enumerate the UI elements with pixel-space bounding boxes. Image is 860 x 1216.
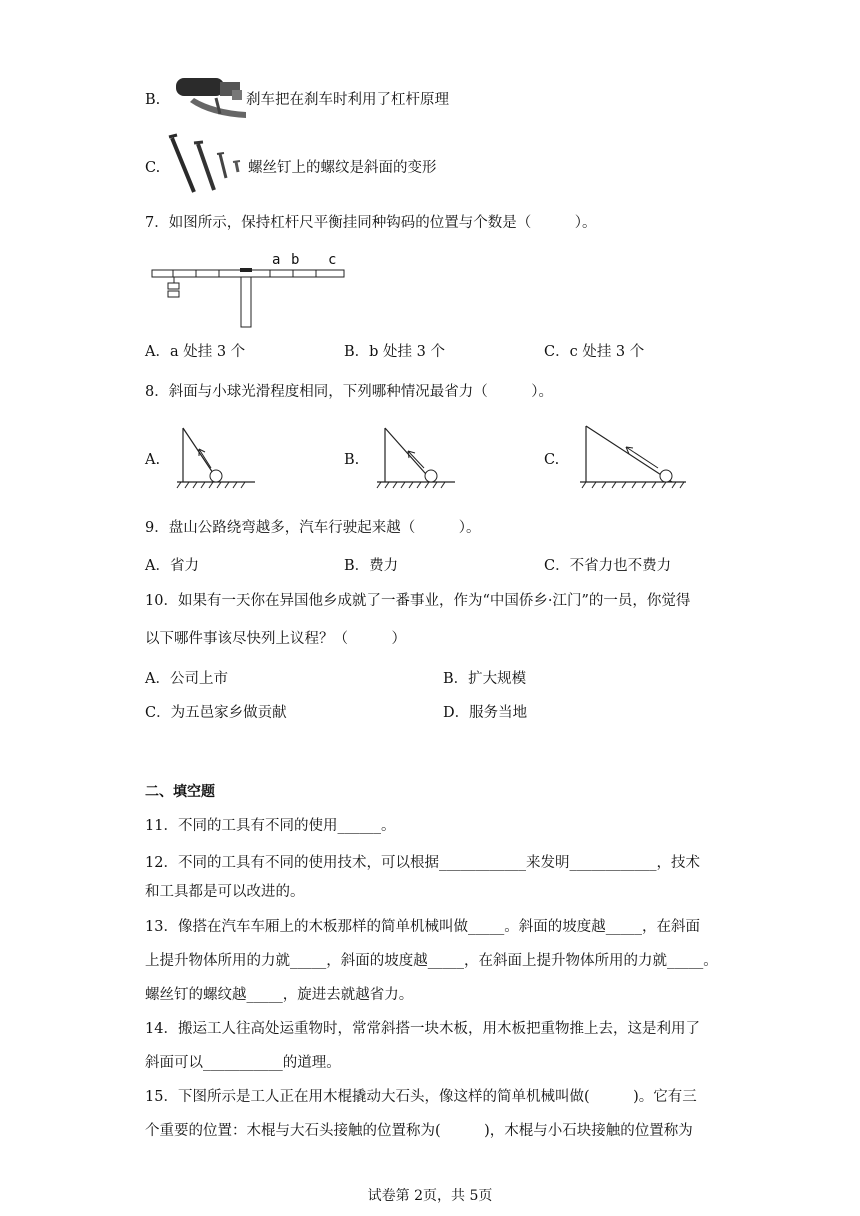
- q12-line2: 和工具都是可以改进的。: [145, 884, 305, 900]
- q7-option-c: C．c 处挂 3 个: [544, 344, 645, 360]
- q6-option-b-letter: B.: [145, 92, 161, 108]
- q10-stem-line1: 10．如果有一天你在异国他乡成就了一番事业，作为“中国侨乡·江门”的一员，你觉得: [145, 593, 691, 609]
- q11: 11．不同的工具有不同的使用______。: [145, 818, 396, 834]
- q13-line2: 上提升物体所用的力就_____，斜面的坡度越_____，在斜面上提升物体所用的力就_____。: [145, 953, 718, 969]
- q9-option-b: B．费力: [344, 558, 399, 574]
- q8-stem: 8．斜面与小球光滑程度相同，下列哪种情况最省力（ ）。: [145, 384, 553, 400]
- q6-option-c-text: 螺丝钉上的螺纹是斜面的变形: [248, 160, 437, 176]
- q9-option-a: A．省力: [145, 558, 199, 574]
- q14-line1: 14．搬运工人往高处运重物时，常常斜搭一块木板，用木板把重物推上去，这是利用了: [145, 1021, 700, 1037]
- q7-option-a: A．a 处挂 3 个: [145, 344, 246, 360]
- q9-option-c: C．不省力也不费力: [544, 558, 672, 574]
- lever-label-c: c: [328, 252, 337, 268]
- lever-label-b: b: [291, 252, 300, 268]
- q8-option-b: B.: [344, 452, 360, 468]
- incline-diagram-b: [375, 426, 455, 492]
- q14-line2: 斜面可以___________的道理。: [145, 1055, 341, 1071]
- q9-stem: 9．盘山公路绕弯越多，汽车行驶起来越（ ）。: [145, 520, 481, 536]
- q10-option-b: B．扩大规模: [443, 671, 527, 687]
- lever-label-a: a: [272, 252, 281, 268]
- q7-stem: 7．如图所示，保持杠杆尺平衡挂同种钩码的位置与个数是（ ）。: [145, 215, 597, 231]
- q6-option-c-letter: C.: [145, 160, 161, 176]
- q10-stem-line2: 以下哪件事该尽快列上议程？（ ）: [145, 631, 406, 647]
- q7-option-b: B．b 处挂 3 个: [344, 344, 445, 360]
- incline-diagram-a: [175, 426, 255, 492]
- bicycle-brake-lever-image: [170, 72, 250, 122]
- section-heading-fill-in: 二、填空题: [145, 784, 215, 800]
- q8-option-a: A.: [145, 452, 161, 468]
- q10-option-a: A．公司上市: [145, 671, 228, 687]
- q8-option-c: C.: [544, 452, 560, 468]
- q15-line2: 个重要的位置：木棍与大石头接触的位置称为( )，木棍与小石块接触的位置称为: [145, 1123, 693, 1139]
- page-footer: 试卷第 2页，共 5页: [367, 1188, 493, 1204]
- q10-option-d: D．服务当地: [443, 705, 528, 721]
- q6-option-b-text: 刹车把在刹车时利用了杠杆原理: [246, 92, 449, 108]
- q15-line1: 15．下图所示是工人正在用木棍撬动大石头，像这样的简单机械叫做( )。它有三: [145, 1089, 697, 1105]
- incline-diagram-c: [578, 424, 688, 494]
- q12-line1: 12．不同的工具有不同的使用技术，可以根据____________来发明____________，技术: [145, 855, 700, 871]
- q13-line1: 13．像搭在汽车车厢上的木板那样的简单机械叫做_____。斜面的坡度越_____，在斜面: [145, 919, 700, 935]
- lever-balance-diagram: [150, 248, 350, 330]
- screws-image: [168, 134, 248, 198]
- q10-option-c: C．为五邑家乡做贡献: [145, 705, 287, 721]
- q13-line3: 螺丝钉的螺纹越_____，旋进去就越省力。: [145, 987, 414, 1003]
